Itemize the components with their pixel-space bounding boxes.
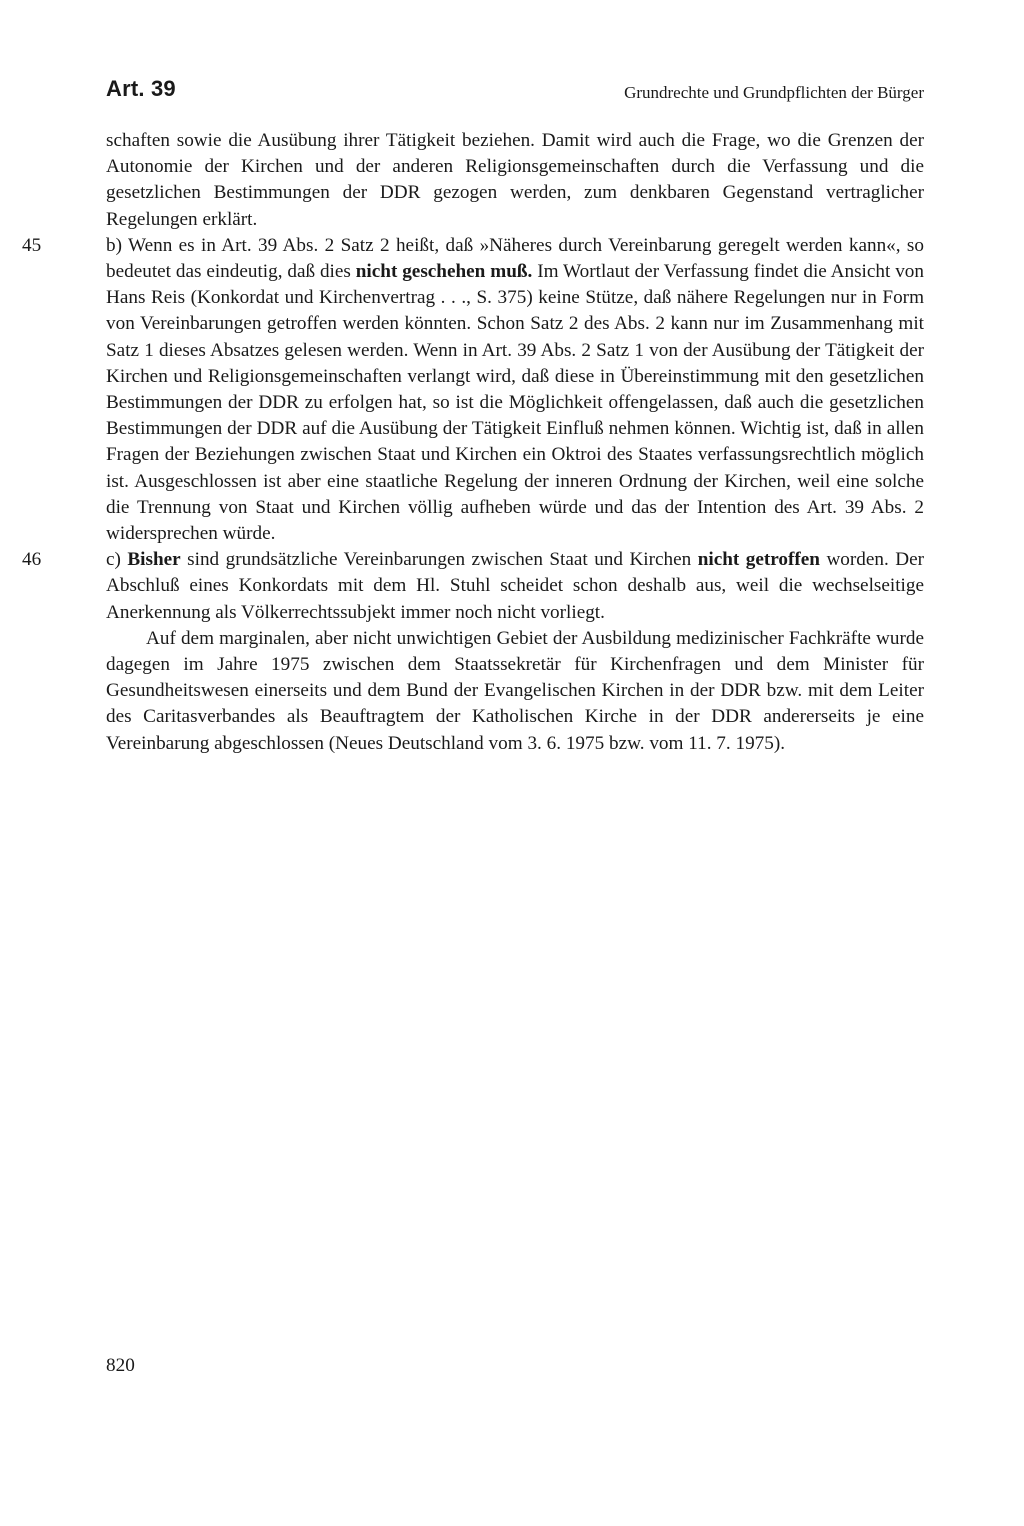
margin-number-45: 45: [22, 234, 42, 256]
paragraph-45-bold-1: nicht geschehen muß.: [355, 261, 533, 283]
paragraph-46: [22, 547, 925, 626]
margin-number-46: 46: [22, 549, 42, 571]
paragraph-46-text-1: c): [106, 549, 128, 571]
paragraph-46-bold-1: Bisher: [127, 549, 181, 571]
paragraph-46-bold-2: nicht getroffen: [697, 549, 820, 571]
paragraph-46-text-3: worden. Der Abschluß eines Konkordats mit dem Hl. Stuhl scheidet schon deshalb aus, weil die wechselseitige Anerkennung als Völkerrechtssubjekt immer noch nicht vorliegt.: [106, 549, 925, 623]
page-number: 820: [106, 1355, 135, 1376]
section-title: Grundrechte und Grundpflichten der Bürger: [624, 83, 924, 102]
paragraph-agreement-1975: Auf dem marginalen, aber nicht unwichtigen Gebiet der Ausbildung medizinischer Fachkräfte wurde dagegen im Jahre 1975 zwischen dem Staatssekretär für Kirchenfragen und dem Minister für Gesundheitswesen einerseits und dem Bund der Evangelischen Kirchen in der DDR bzw. mit dem Leiter des Caritasverbandes als Beauftragtem der Katholischen Kirche in der DDR andererseits je eine Vereinbarung abgeschlossen (Neues Deutschland vom 3. 6. 1975 bzw. vom 11. 7. 1975).: [106, 627, 924, 754]
paragraph-45: [22, 233, 924, 547]
body-text: [22, 128, 925, 757]
paragraph-45-text-2: Im Wortlaut der Verfassung findet die Ansicht von Hans Reis (Konkordat und Kirchenvertrag . . ., S. 375) keine Stütze, daß nähere Regelungen nur in Form von Vereinbarungen getroffen werden könnten. Schon Satz 2 des Abs. 2 kann nur im Zusammenhang mit Satz 1 dieses Absatzes gelesen werden. Wenn in Art. 39 Abs. 2 Satz 1 von der Ausübung der Tätigkeit der Kirchen und Religionsgemeinschaften verlangt wird, daß diese in Übereinstimmung mit den gesetzlichen Bestimmungen der DDR zu erfolgen hat, so ist die Möglichkeit offengelassen, daß auch die gesetzlichen Bestimmungen der DDR auf die Ausübung der Tätigkeit Einfluß nehmen können. Wichtig ist, daß in allen Fragen der Beziehungen zwischen Staat und Kirchen ein Oktroi des Staates verfassungsrechtlich möglich ist. Ausgeschlossen ist aber eine staatliche Regelung der inneren Ordnung der Kirchen, weil eine solche die Trennung von Staat und Kirchen völlig aufheben würde und das der Intention des Art. 39 Abs. 2 widersprechen würde.: [106, 261, 924, 545]
article-label: Art. 39: [106, 76, 176, 101]
paragraph-46-text-2: sind grundsätzliche Vereinbarungen zwischen Staat und Kirchen: [180, 549, 698, 571]
running-head: [106, 76, 924, 110]
paragraph-45-text-1: b) Wenn es in Art. 39 Abs. 2 Satz 2 heißt, daß »Näheres durch Vereinbarung geregelt werden kann«, so bedeutet das eindeutig, daß dies: [106, 234, 924, 283]
paragraph-continuation: schaften sowie die Ausübung ihrer Tätigkeit beziehen. Damit wird auch die Frage, wo die Grenzen der Autonomie der Kirchen und der anderen Religionsgemeinschaften durch die Verfassung und die gesetzlichen Bestimmungen der DDR gezogen werden, zum denkbaren Gegenstand vertraglicher Regelungen erklärt.: [106, 130, 924, 230]
